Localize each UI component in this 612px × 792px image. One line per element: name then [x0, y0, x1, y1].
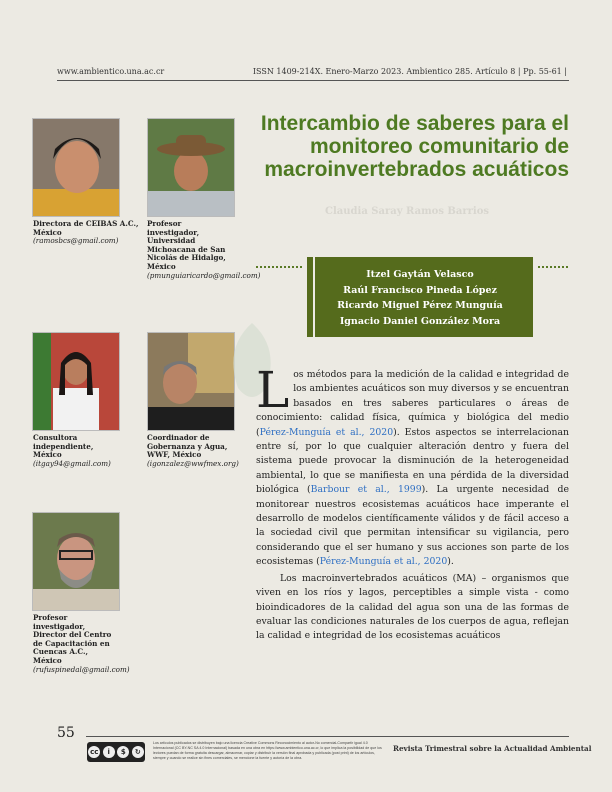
creative-commons-badge[interactable]	[87, 742, 145, 762]
bio-1-email[interactable]: (ramosbcs@gmail.com)	[33, 236, 119, 246]
nc-icon: $	[117, 746, 129, 758]
bio-4	[147, 434, 237, 468]
citation-link[interactable]: Barbour et al., 1999	[310, 484, 422, 496]
author-photo-2	[147, 118, 235, 217]
bio-4-email[interactable]: (igonzalez@wwfmex.org)	[147, 458, 239, 468]
article-body	[256, 361, 569, 644]
paragraph-1-text-c: ). La urgente necesidad de monitorear nuestros ecosistemas acuáticos hace imperante el desarrollo de modelos científicamente válidos y de fácil acceso a la sociedad civil que permitan intensificar su vigilancia, pero considerando que el ser humano y sus acciones son parte de los ecosistemas (	[256, 484, 569, 568]
article-title: Intercambio de saberes para el monitoreo comunitario de macroinvertebrados acuáticos	[260, 112, 569, 181]
by-icon: i	[103, 746, 115, 758]
website-url[interactable]: www.ambientico.una.ac.cr	[57, 67, 165, 76]
bio-1-role: Directora de CEIBAS A.C., México	[33, 219, 139, 237]
bio-2-email[interactable]: (pmunguiaricardo@gmail.com)	[147, 270, 261, 280]
cc-icon: cc	[90, 748, 99, 756]
issn-line: ISSN 1409-214X. Enero-Marzo 2023. Ambientico 285. Artículo 8 | Pp. 55-61 |	[252, 67, 567, 76]
faint-author-name: Claudia Saray Ramos Barrios	[325, 206, 489, 217]
page-number: 55	[57, 725, 75, 741]
author-name: Ricardo Miguel Pérez Munguía	[337, 300, 503, 311]
bio-2	[147, 219, 261, 280]
citation-link[interactable]: Pérez-Munguía et al., 2020	[259, 426, 394, 438]
authors-box	[307, 257, 533, 337]
paragraph-1	[256, 361, 569, 570]
footer-rule	[86, 736, 569, 737]
paragraph-1-text-a: os métodos para la medición de la calidad e integridad de los ambientes acuáticos son muy diversos y se encuentran basados en tres saberes particulares o áreas de conocimiento: calidad física, química y biológica del medio (	[256, 369, 569, 438]
bio-4-role: Coordinador de Gobernanza y Agua, WWF, México	[147, 433, 228, 460]
drop-cap: L	[256, 361, 290, 419]
citation-link[interactable]: Pérez-Munguía et al., 2020	[319, 556, 448, 568]
paragraph-1-text-d: ).	[447, 556, 454, 568]
journal-tagline: Revista Trimestral sobre la Actualidad Ambiental	[393, 744, 592, 753]
dotted-rule-left	[256, 266, 302, 268]
bio-3-role: Consultora independiente, México	[33, 433, 94, 460]
bio-3	[33, 434, 119, 468]
bio-3-email[interactable]: (itgay94@gmail.com)	[33, 458, 111, 468]
bio-1	[33, 220, 143, 246]
bio-5	[33, 613, 130, 674]
bio-2-role: Profesor investigador, Universidad Michoacana de San Nicolás de Hidalgo, México	[147, 219, 226, 271]
sa-icon: ↻	[132, 746, 144, 758]
author-name: Itzel Gaytán Velasco	[366, 269, 474, 280]
license-text: Los artículos publicados se distribuyen bajo una licencia Creative Commons Reconocimiento al autor-No comercial-Compartir igual 4.0 Internacional (CC BY-NC SA 4.0 Internacional) basada en una obra en https://www.ambientico.una.ac.cr, lo que implica la posibilidad de que los lectores puedan de forma gratuita descargar, almacenar, copiar y distribuir la versión final aprobada y publicada (post print) de los artículos, siempre y cuando se realice sin fines comerciales, se mencione la fuente y autoría de la obra.	[153, 741, 382, 760]
bio-5-role: Profesor investigador, Director del Centro de Capacitación en Cuencas A.C., México	[33, 613, 112, 665]
authors-box-accent	[313, 257, 315, 337]
author-name: Ignacio Daniel González Mora	[339, 315, 501, 327]
header-rule	[57, 80, 569, 81]
author-photo-1	[32, 118, 120, 217]
bio-5-email[interactable]: (rufuspinedal@gmail.com)	[33, 664, 130, 674]
paragraph-1-text-b: ). Estos aspectos se interrelacionan entre sí, por lo que cualquier alteración dentro y fuera del sistema puede provocar la disminución de la heterogeneidad ambiental, lo que se manifiesta en una pérdida de la diversidad biológica (	[256, 426, 569, 496]
author-photo-3	[32, 332, 120, 431]
dotted-rule-right	[538, 266, 568, 268]
paragraph-2: Los macroinvertebrados acuáticos (MA) – organismos que viven en los ríos y lagos, perceptibles a simple vista - como bioindicadores de la calidad del agua son una de las formas de evaluar las condiciones naturales de los cuerpos de agua, reflejan la calidad e integridad de los ecosistemas acuáticos	[256, 572, 569, 642]
author-name: Raúl Francisco Pineda López	[343, 284, 497, 296]
author-photo-5	[32, 512, 120, 611]
